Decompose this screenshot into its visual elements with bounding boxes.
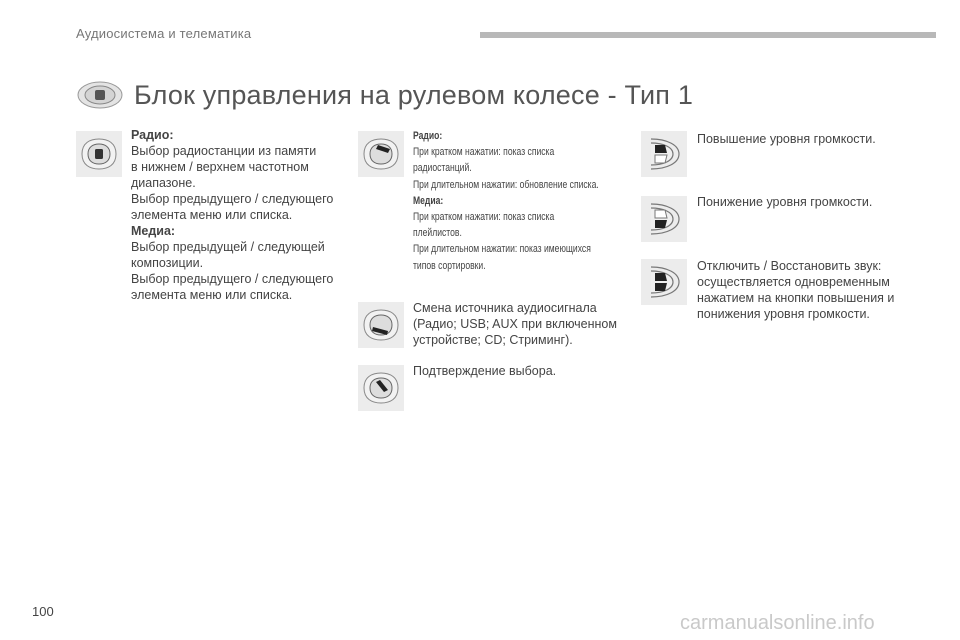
col3-mute-line: нажатием на кнопки повышения и <box>697 291 895 305</box>
thumb-confirm-icon <box>358 365 404 411</box>
col1-heading-radio: Радио: <box>131 128 174 142</box>
page-number: 100 <box>32 604 54 619</box>
col2-source-line: устройстве; CD; Стриминг). <box>413 333 573 347</box>
col2-radio-line: При длительном нажатии: обновление списка. <box>413 178 599 191</box>
steering-control-icon <box>76 80 124 110</box>
col2-radio-line: радиостанций. <box>413 162 472 175</box>
col1-radio-line: Выбор предыдущего / следующего <box>131 192 334 206</box>
thumb-list-icon <box>358 131 404 177</box>
thumb-source-icon <box>358 302 404 348</box>
col2-media-line: плейлистов. <box>413 227 462 240</box>
col3-mute-line: осуществляется одновременным <box>697 275 890 289</box>
col3-volume-down-text <box>697 194 937 210</box>
col3-mute-line: Отключить / Восстановить звук: <box>697 259 882 273</box>
col2-confirm-text <box>413 363 633 379</box>
col1-media-line: Выбор предыдущего / следующего <box>131 272 334 286</box>
col2-media-line: При кратком нажатии: показ списка <box>413 210 555 223</box>
col1-radio-line: в нижнем / верхнем частотном <box>131 160 309 174</box>
col1-radio-line: диапазоне. <box>131 176 196 190</box>
col2-media-line: При длительном нажатии: показ имеющихся <box>413 243 591 256</box>
col2-source-line: Смена источника аудиосигнала <box>413 301 597 315</box>
col1-media-line: элемента меню или списка. <box>131 288 293 302</box>
col2-text <box>413 128 638 274</box>
col1-radio-line: Выбор радиостанции из памяти <box>131 144 317 158</box>
col2-media-line: типов сортировки. <box>413 259 486 272</box>
col3-volume-down-line: Понижение уровня громкости. <box>697 195 873 209</box>
thumb-volume-up-icon <box>641 131 687 177</box>
col2-radio-line: При кратком нажатии: показ списка <box>413 146 555 158</box>
thumb-select-icon <box>76 131 122 177</box>
col1-radio-line: элемента меню или списка. <box>131 208 293 222</box>
col2-heading-radio: Радио: <box>413 130 443 142</box>
col2-source-line: (Радио; USB; AUX при включенном <box>413 317 617 331</box>
col2-heading-media: Медиа: <box>413 194 444 207</box>
col3-mute-text <box>697 258 937 322</box>
col1-media-line: композиции. <box>131 256 204 270</box>
col3-volume-up-line: Повышение уровня громкости. <box>697 132 876 146</box>
header-section-title: Аудиосистема и телематика <box>76 26 252 41</box>
watermark-text: carmanualsonline.info <box>680 612 875 634</box>
page-title: Блок управления на рулевом колесе - Тип 1 <box>134 79 694 110</box>
col2-source-text <box>413 300 633 348</box>
col3-mute-line: понижения уровня громкости. <box>697 307 870 321</box>
col1-text <box>131 127 351 303</box>
thumb-volume-down-icon <box>641 196 687 242</box>
thumb-mute-icon <box>641 259 687 305</box>
col1-media-line: Выбор предыдущей / следующей <box>131 240 325 254</box>
page-title-group <box>76 78 693 112</box>
col3-volume-up-text <box>697 131 937 147</box>
header-divider-bar <box>480 32 936 38</box>
col2-confirm-line: Подтверждение выбора. <box>413 364 557 378</box>
col1-heading-media: Медиа: <box>131 224 176 238</box>
